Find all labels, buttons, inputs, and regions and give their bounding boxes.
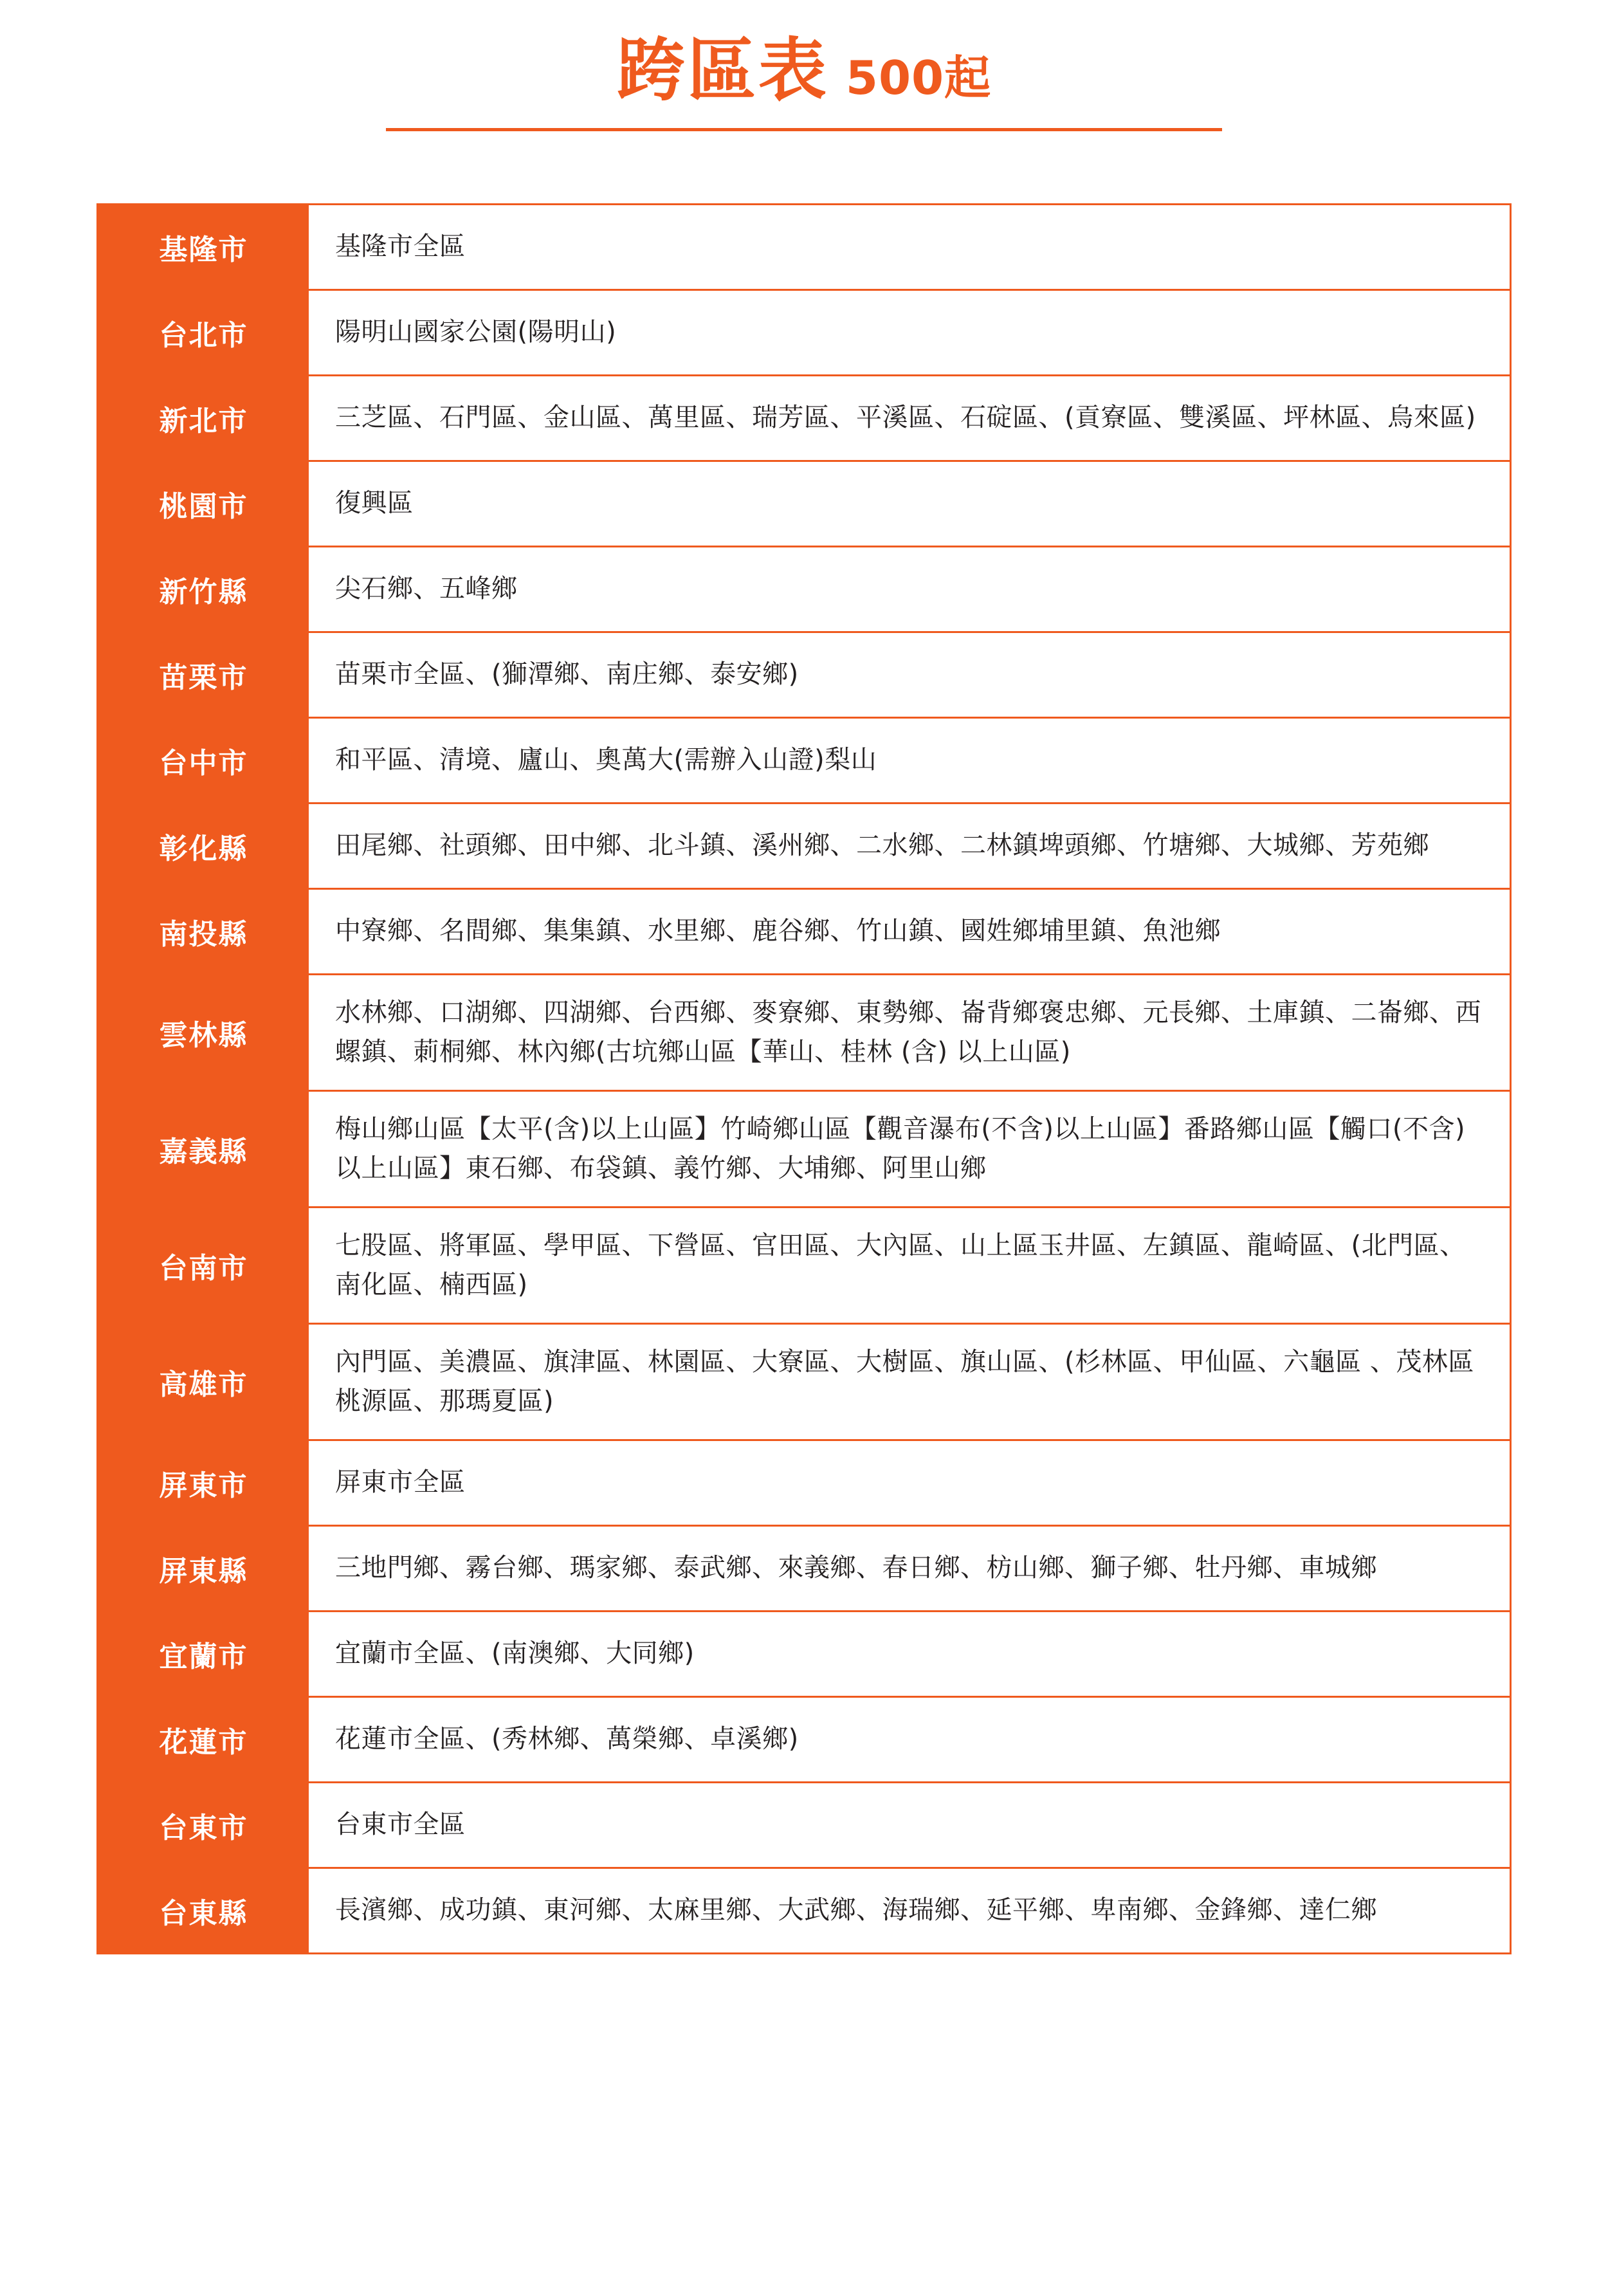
region-name-cell: 宜蘭市 bbox=[98, 1612, 311, 1696]
region-areas-cell: 長濱鄉、成功鎮、東河鄉、太麻里鄉、大武鄉、海瑞鄉、延平鄉、卑南鄉、金鋒鄉、達仁鄉 bbox=[335, 1895, 1377, 1925]
region-areas-cell: 內門區、美濃區、旗津區、林園區、大寮區、大樹區、旗山區、(杉林區、甲仙區、六龜區 、茂林區桃源區、那瑪夏區) bbox=[335, 1346, 1474, 1416]
region-areas-cell: 三地門鄉、霧台鄉、瑪家鄉、泰武鄉、來義鄉、春日鄉、枋山鄉、獅子鄉、牡丹鄉、車城鄉 bbox=[335, 1553, 1377, 1583]
region-name-cell: 新竹縣 bbox=[98, 547, 311, 631]
region-areas-cell: 七股區、將軍區、學甲區、下營區、官田區、大內區、山上區玉井區、左鎮區、龍崎區、(北門區、南化區、楠西區) bbox=[335, 1230, 1466, 1300]
region-name-cell: 南投縣 bbox=[98, 890, 311, 973]
page-header bbox=[0, 0, 1608, 131]
region-areas-cell: 中寮鄉、名間鄉、集集鎮、水里鄉、鹿谷鄉、竹山鎮、國姓鄉埔里鎮、魚池鄉 bbox=[335, 916, 1221, 946]
table-row bbox=[98, 633, 1510, 719]
region-areas-cell: 復興區 bbox=[335, 488, 414, 519]
region-areas-cell: 水林鄉、口湖鄉、四湖鄉、台西鄉、麥寮鄉、東勢鄉、崙背鄉褒忠鄉、元長鄉、土庫鎮、二崙鄉、西螺鎮、莿桐鄉、林內鄉(古坑鄉山區【華山、桂林 (含) 以上山區) bbox=[335, 997, 1481, 1067]
region-areas-cell: 花蓮市全區、(秀林鄉、萬榮鄉、卓溪鄉) bbox=[335, 1724, 799, 1754]
table-row bbox=[98, 1208, 1510, 1325]
region-areas-cell: 宜蘭市全區、(南澳鄉、大同鄉) bbox=[335, 1639, 695, 1669]
region-areas-cell: 三芝區、石門區、金山區、萬里區、瑞芳區、平溪區、石碇區、(貢寮區、雙溪區、坪林區、烏來區) bbox=[335, 403, 1476, 433]
table-row bbox=[98, 547, 1510, 633]
table-row bbox=[98, 205, 1510, 291]
page-subtitle: 500起 bbox=[845, 51, 992, 105]
table-row bbox=[98, 1527, 1510, 1612]
table-row bbox=[98, 804, 1510, 890]
table-row bbox=[98, 1441, 1510, 1527]
cross-region-table bbox=[96, 203, 1512, 1954]
region-name-cell: 基隆市 bbox=[98, 205, 311, 289]
title-line bbox=[0, 33, 1608, 109]
region-name-cell: 高雄市 bbox=[98, 1325, 311, 1439]
region-areas-cell: 和平區、清境、廬山、奧萬大(需辦入山證)梨山 bbox=[335, 745, 877, 775]
page-title: 跨區表 bbox=[616, 31, 829, 110]
table-row bbox=[98, 376, 1510, 462]
region-name-cell: 台南市 bbox=[98, 1208, 311, 1323]
region-name-cell: 彰化縣 bbox=[98, 804, 311, 888]
table-row bbox=[98, 462, 1510, 547]
table-row bbox=[98, 1325, 1510, 1441]
region-name-cell: 台中市 bbox=[98, 719, 311, 802]
region-areas-cell: 苗栗市全區、(獅潭鄉、南庄鄉、泰安鄉) bbox=[335, 659, 799, 690]
region-name-cell: 花蓮市 bbox=[98, 1698, 311, 1781]
table-row bbox=[98, 1612, 1510, 1698]
table-row bbox=[98, 291, 1510, 376]
region-areas-cell: 尖石鄉、五峰鄉 bbox=[335, 574, 518, 604]
table-row bbox=[98, 1869, 1510, 1952]
region-name-cell: 嘉義縣 bbox=[98, 1092, 311, 1206]
region-areas-cell: 梅山鄉山區【太平(含)以上山區】竹崎鄉山區【觀音瀑布(不含)以上山區】番路鄉山區【觸口(不含)以上山區】東石鄉、布袋鎮、義竹鄉、大埔鄉、阿里山鄉 bbox=[335, 1114, 1466, 1183]
region-name-cell: 台北市 bbox=[98, 291, 311, 374]
region-name-cell: 雲林縣 bbox=[98, 975, 311, 1090]
region-name-cell: 台東縣 bbox=[98, 1869, 311, 1952]
title-divider bbox=[386, 128, 1222, 131]
region-areas-cell: 台東市全區 bbox=[335, 1810, 466, 1840]
region-areas-cell: 基隆市全區 bbox=[335, 232, 466, 262]
region-name-cell: 苗栗市 bbox=[98, 633, 311, 717]
region-name-cell: 新北市 bbox=[98, 376, 311, 460]
table-row bbox=[98, 1783, 1510, 1869]
region-name-cell: 台東市 bbox=[98, 1783, 311, 1867]
table-row bbox=[98, 890, 1510, 975]
table-row bbox=[98, 719, 1510, 804]
region-areas-cell: 陽明山國家公園(陽明山) bbox=[335, 317, 617, 347]
region-areas-cell: 田尾鄉、社頭鄉、田中鄉、北斗鎮、溪州鄉、二水鄉、二林鎮埤頭鄉、竹塘鄉、大城鄉、芳苑鄉 bbox=[335, 831, 1429, 861]
table-row bbox=[98, 1698, 1510, 1783]
table-row bbox=[98, 1092, 1510, 1208]
region-name-cell: 屏東縣 bbox=[98, 1527, 311, 1610]
region-name-cell: 桃園市 bbox=[98, 462, 311, 546]
region-areas-cell: 屏東市全區 bbox=[335, 1467, 466, 1498]
table-row bbox=[98, 975, 1510, 1092]
region-name-cell: 屏東市 bbox=[98, 1441, 311, 1525]
